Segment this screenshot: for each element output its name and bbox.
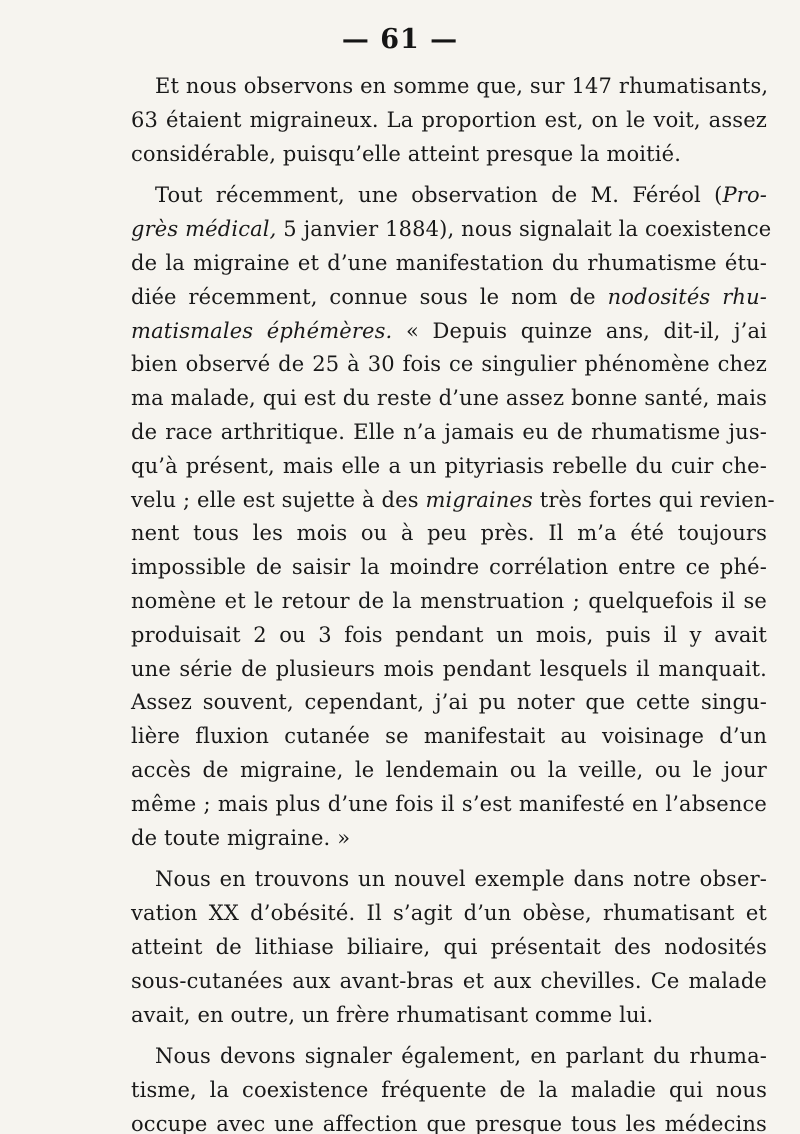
text-line — [131, 70, 767, 104]
text-line — [131, 619, 767, 653]
text-line — [131, 822, 767, 856]
text-segment: de toute migraine. » — [131, 825, 351, 850]
text-segment: même ; mais plus d’une fois il s’est manifesté en l’absence — [131, 791, 767, 816]
text-line — [131, 1108, 767, 1134]
text-line — [131, 416, 767, 450]
italic-text: migraines — [425, 487, 533, 512]
text-line — [131, 382, 767, 416]
text-line — [131, 1040, 767, 1074]
text-line — [131, 585, 767, 619]
text-segment: Assez souvent, cependant, j’ai pu noter que cette singu- — [131, 690, 767, 715]
text-line — [131, 720, 767, 754]
text-segment: très fortes qui revien- — [532, 487, 775, 512]
text-segment: qu’à présent, mais elle a un pityriasis rebelle du cuir che- — [131, 453, 767, 478]
text-line — [131, 931, 767, 965]
text-line — [131, 863, 767, 897]
paragraph-gap — [131, 1032, 767, 1040]
text-line — [131, 104, 767, 138]
text-segment: 5 janvier 1884), nous signalait la coexistence — [276, 217, 772, 242]
text-line — [131, 653, 767, 687]
text-segment: nomène et le retour de la menstruation ; quelquefois il se — [131, 588, 767, 613]
text-segment: velu ; elle est sujette à des — [131, 487, 426, 512]
text-segment: Et nous observons en somme que, sur 147 rhumatisants, — [155, 74, 769, 98]
text-segment: sous-cutanées aux avant-bras et aux chevilles. Ce malade — [131, 968, 767, 993]
body-text — [131, 70, 775, 1134]
italic-text: Pro- — [722, 183, 767, 208]
italic-text: nodosités rhu- — [607, 284, 767, 309]
text-line — [131, 1074, 767, 1108]
text-line — [131, 999, 767, 1033]
text-segment: ma malade, qui est du reste d’une assez bonne santé, mais — [131, 386, 767, 411]
paragraph — [131, 70, 767, 171]
text-segment: vation XX d’obésité. Il s’agit d’un obèse, rhumatisant et — [131, 901, 767, 926]
text-segment: Nous devons signaler également, en parlant du rhuma- — [155, 1044, 767, 1069]
paragraph — [131, 863, 767, 1032]
text-segment: Nous en trouvons un nouvel exemple dans notre obser- — [155, 867, 767, 892]
text-segment: bien observé de 25 à 30 fois ce singulier phénomène chez — [131, 352, 767, 377]
text-line — [131, 484, 775, 518]
paragraph-gap — [131, 171, 767, 179]
text-segment: diée récemment, connue sous le nom de — [131, 284, 608, 309]
text-line — [131, 517, 767, 551]
text-segment: « Depuis quinze ans, dit-il, j’ai — [392, 318, 767, 343]
text-segment: accès de migraine, le lendemain ou la veille, ou le jour — [131, 757, 767, 782]
paragraph — [131, 179, 775, 855]
italic-text: matismales éphémères. — [131, 318, 393, 343]
text-segment: 63 étaient migraineux. La proportion est, on le voit, assez — [131, 107, 767, 132]
paragraph — [131, 1040, 767, 1134]
text-line — [131, 281, 767, 315]
text-line — [131, 179, 767, 213]
text-segment: de race arthritique. Elle n’a jamais eu de rhumatisme jus- — [131, 419, 767, 444]
text-line — [131, 551, 767, 585]
text-line — [131, 315, 767, 349]
text-line — [131, 138, 767, 172]
text-segment: considérable, puisqu’elle atteint presque la moitié. — [131, 141, 682, 166]
page-number: — 61 — — [341, 24, 459, 55]
italic-text: grès médical, — [131, 217, 277, 242]
paragraph-gap — [131, 855, 767, 863]
text-segment: avait, en outre, un frère rhumatisant comme lui. — [131, 1002, 654, 1027]
text-segment: nent tous les mois ou à peu près. Il m’a été toujours — [131, 521, 767, 546]
text-segment: occupe avec une affection que presque tous les médecins — [131, 1111, 767, 1134]
text-line — [131, 213, 772, 247]
text-segment: de la migraine et d’une manifestation du rhumatisme étu- — [131, 250, 767, 275]
text-segment: atteint de lithiase biliaire, qui présentait des nodosités — [131, 934, 767, 959]
text-segment: produisait 2 ou 3 fois pendant un mois, puis il y avait — [131, 622, 767, 647]
text-segment: Tout récemment, une observation de M. Féréol ( — [155, 183, 723, 208]
text-line — [131, 897, 767, 931]
text-line — [131, 965, 767, 999]
text-line — [131, 788, 767, 822]
text-segment: impossible de saisir la moindre corrélation entre ce phé- — [131, 555, 767, 580]
text-line — [131, 348, 767, 382]
text-line — [131, 247, 767, 281]
text-line — [131, 450, 767, 484]
text-segment: lière fluxion cutanée se manifestait au voisinage d’un — [131, 724, 767, 749]
text-segment: tisme, la coexistence fréquente de la maladie qui nous — [131, 1078, 767, 1103]
text-segment: une série de plusieurs mois pendant lesquels il manquait. — [131, 656, 767, 681]
text-line — [131, 686, 767, 720]
text-line — [131, 754, 767, 788]
